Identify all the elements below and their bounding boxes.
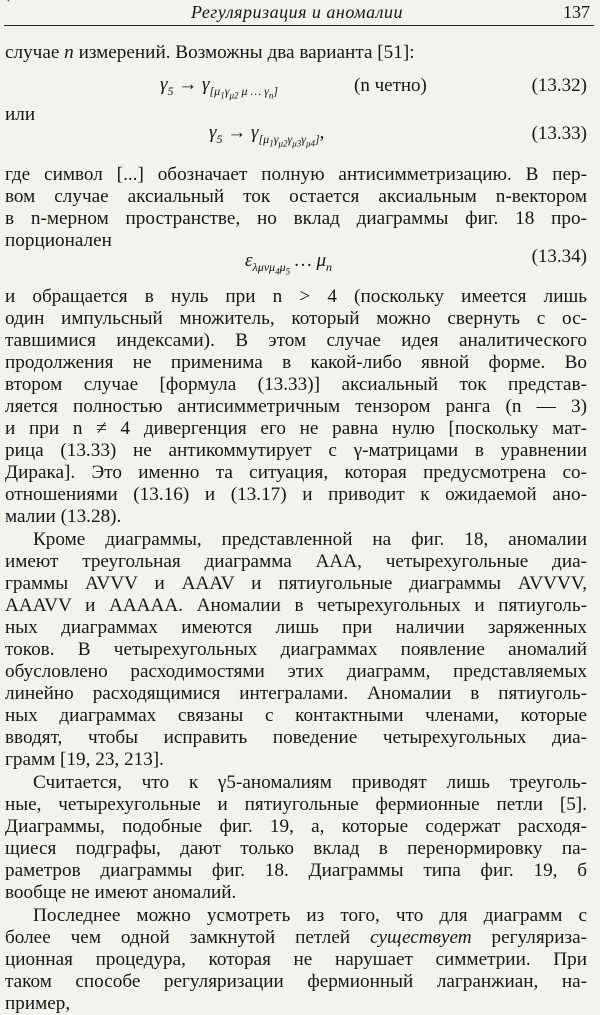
text-line: рица (13.33) не антикоммутирует с γ-матрицами в уравнении — [5, 440, 587, 461]
text-line: токов. В четырехугольных диаграммах появление аномалий — [5, 639, 587, 660]
header-rule — [4, 25, 594, 26]
equation-note: (n четно) — [354, 75, 427, 96]
text-line: граммы AVVV и AAAV и пятиугольные диаграммы AVVVV, — [5, 573, 587, 594]
running-title: Регуляризация и аномалии — [190, 2, 404, 22]
text-line: обусловлено расходимостями этих диаграмм, представляемых — [5, 661, 587, 682]
text-line: вводят, чтобы исправить поведение четырехугольных диа- — [5, 727, 587, 748]
text-line: ные, четырехугольные и пятиугольные фермионные петли [5]. — [5, 794, 587, 815]
equation-number: (13.34) — [531, 246, 587, 267]
text-line: вообще не имеют аномалий. — [5, 882, 237, 903]
equation-number: (13.32) — [531, 75, 587, 96]
text-line: или — [5, 104, 36, 125]
text-line: щиеся подграфы, дают только вклад в перенормировку па- — [5, 838, 587, 859]
text-line: пример, — [5, 993, 71, 1014]
text-line: и обращается в нуль при n > 4 (поскольку имеется лишь — [5, 286, 587, 307]
text-line: тавшимися индексами). В этом случае идея аналитического — [5, 330, 587, 351]
text-line: Диаграммы, подобные фиг. 19, a, которые содержат расходя- — [5, 816, 587, 837]
text-line: ных диаграммах имеются лишь при наличии заряженных — [5, 617, 587, 638]
text-line: AAAVV и AAAAA. Аномалии в четырехугольных и пятиуголь- — [5, 595, 587, 616]
text-line: где символ [...] обозначает полную антисимметризацию. В пер- — [5, 164, 587, 185]
text-line: таком способе регуляризации фермионный лагранжиан, на- — [5, 971, 587, 992]
text-line: порционален — [5, 230, 112, 251]
equation-number: (13.33) — [531, 123, 587, 144]
paragraph-start: Последнее можно усмотреть из того, что для диаграмм с — [33, 905, 587, 926]
text-line: раметров диаграммы фиг. 18. Диаграммы типа фиг. 19, б — [5, 860, 587, 881]
text-line: линейно расходящимися интегралами. Аномалии в пятиуголь- — [5, 683, 587, 704]
equation-13-33: $\gamma_5 \to \gamma_{[\mu_1\gamma_{\mu 2}\gamma_{\mu 3}\gamma_{\mu 4}]}$, — [209, 122, 325, 149]
text-line: более чем одной замкнутой петлей существует регуляриза- — [5, 927, 587, 948]
text-line: вом случае аксиальный ток остается аксиальным n-вектором — [5, 186, 587, 207]
text-line: ляется полностью антисимметричным тензором ранга (n — 3) — [5, 396, 587, 417]
text-line: и при n ≠ 4 дивергенция его не равна нулю [поскольку мат- — [5, 418, 587, 439]
text-line: продолжения не применима в какой-либо явной форме. Во — [5, 352, 587, 373]
text-line: ных диаграммах связаны с контактными членами, которые — [5, 705, 587, 726]
text-line: малии (13.28). — [5, 506, 122, 527]
header-mark: ` — [6, 0, 11, 13]
running-header — [4, 2, 590, 24]
text-line: ционная процедура, которая не нарушает симметрии. При — [5, 949, 587, 970]
text-line: отношениями (13.16) и (13.17) и приводит к ожидаемой ано- — [5, 484, 587, 505]
text-line: грамм [19, 23, 213]. — [5, 749, 164, 770]
paragraph-start: Считается, что к γ5-аномалиям приводят лишь треуголь- — [33, 772, 587, 793]
paragraph-start: Кроме диаграммы, представленной на фиг. 18, аномалии — [33, 529, 587, 550]
text-line: в n-мерном пространстве, но вклад диаграммы фиг. 18 про- — [5, 208, 587, 229]
text-line: имеют треугольная диаграмма AAA, четырехугольные диа- — [5, 551, 587, 572]
text-line: Дирака]. Это именно та ситуация, которая предусмотрена со- — [5, 462, 587, 483]
emphasis: существует — [370, 927, 472, 948]
equation-13-32: $\gamma_5 \to \gamma_{[\mu_1\gamma_{\mu 2} \mu \dots \gamma_n]}$ — [160, 74, 279, 101]
equation-13-34: $\varepsilon_{\lambda\mu\nu\mu_4\mu_5}$ … $\mu_n$ — [245, 250, 333, 277]
text-line: один импульсный множитель, который можно свернуть с ос- — [5, 308, 587, 329]
text-line: втором случае [формула (13.33)] аксиальный ток представ- — [5, 374, 587, 395]
page-number: 137 — [563, 2, 590, 22]
text-line: случае n измерений. Возможны два варианта [51]: — [5, 42, 415, 63]
